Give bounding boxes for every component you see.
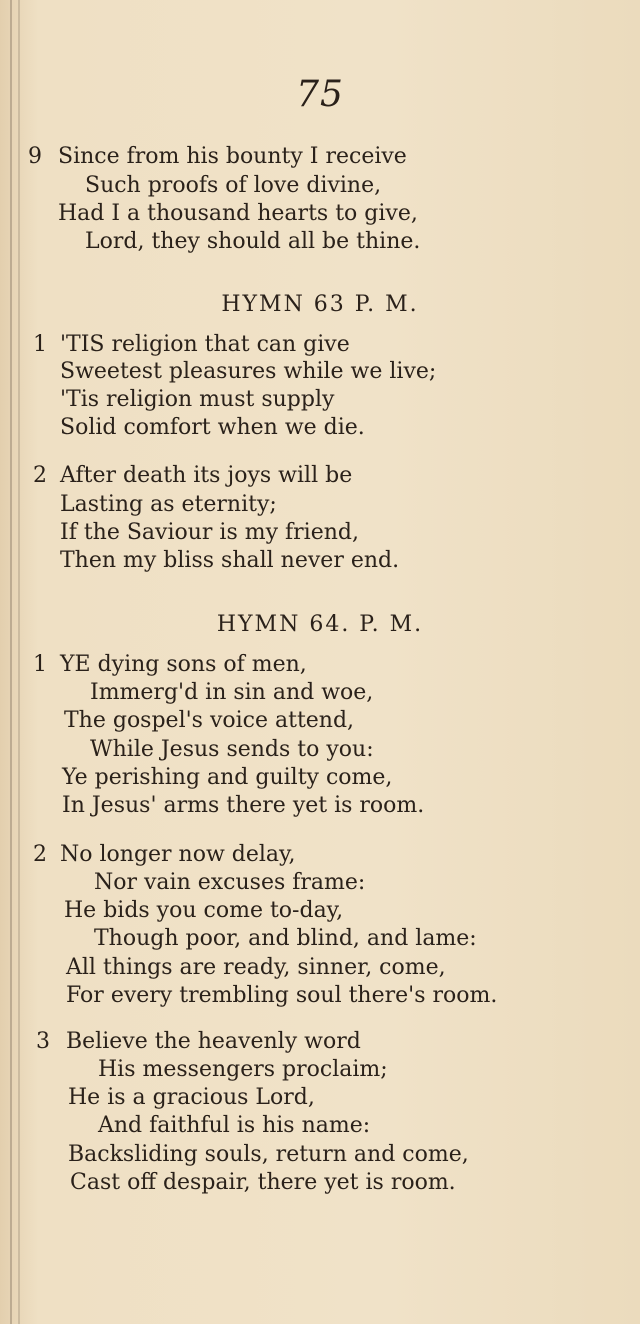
verse-line: Then my bliss shall never end.: [60, 548, 400, 573]
verse-line: His messengers proclaim;: [98, 1057, 388, 1082]
verse-line: Believe the heavenly word: [66, 1029, 361, 1054]
verse-line: Since from his bounty I receive: [58, 144, 407, 169]
verse-number: 1: [33, 652, 47, 677]
verse-number: 1: [33, 332, 47, 357]
verse-line: Cast off despair, there yet is room.: [70, 1170, 456, 1195]
verse-line: Though poor, and blind, and lame:: [94, 926, 477, 951]
verse-line: The gospel's voice attend,: [64, 708, 355, 733]
page-number: 75: [296, 74, 344, 115]
verse-line: And faithful is his name:: [98, 1113, 371, 1138]
verse-line: Lasting as eternity;: [60, 492, 277, 517]
verse-line: No longer now delay,: [60, 842, 296, 867]
binding-edge: [18, 0, 20, 1324]
verse-line: For every trembling soul there's room.: [66, 983, 498, 1008]
verse-number: 3: [36, 1029, 50, 1054]
verse-line: Solid comfort when we die.: [60, 415, 365, 440]
verse-line: 'TIS religion that can give: [60, 332, 350, 357]
verse-line: If the Saviour is my friend,: [60, 520, 359, 545]
verse-line: Ye perishing and guilty come,: [62, 765, 393, 790]
verse-line: In Jesus' arms there yet is room.: [62, 793, 425, 818]
hymn-title: HYMN 64. P. M.: [216, 612, 424, 637]
verse-line: All things are ready, sinner, come,: [66, 955, 446, 980]
verse-number: 2: [33, 842, 47, 867]
verse-line: Had I a thousand hearts to give,: [58, 201, 418, 226]
verse-line: Lord, they should all be thine.: [85, 229, 421, 254]
verse-line: After death its joys will be: [60, 463, 353, 488]
verse-line: While Jesus sends to you:: [90, 737, 374, 762]
verse-line: 'Tis religion must supply: [60, 387, 335, 412]
verse-line: He bids you come to-day,: [64, 898, 344, 923]
verse-line: Sweetest pleasures while we live;: [60, 359, 437, 384]
verse-number: 9: [28, 144, 42, 169]
verse-line: Immerg'd in sin and woe,: [90, 680, 374, 705]
hymn-title: HYMN 63 P. M.: [221, 292, 419, 317]
verse-line: YE dying sons of men,: [60, 652, 307, 677]
verse-line: Such proofs of love divine,: [85, 173, 382, 198]
verse-line: Backsliding souls, return and come,: [68, 1142, 469, 1167]
binding-edge: [10, 0, 12, 1324]
verse-line: Nor vain excuses frame:: [94, 870, 366, 895]
verse-line: He is a gracious Lord,: [68, 1085, 315, 1110]
verse-number: 2: [33, 463, 47, 488]
